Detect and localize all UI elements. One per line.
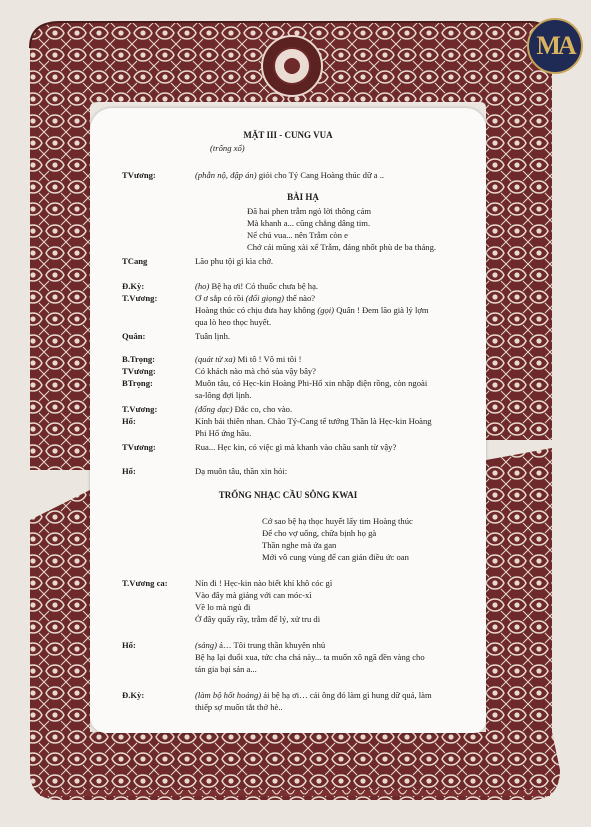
dialogue-line: Kính bái thiên nhan. Chào Tý-Cang tể tướng Thần là Hẹc-kin Hoàng bbox=[195, 416, 432, 426]
speaker-label: T.Vương ca: bbox=[122, 578, 168, 588]
song-line: Để cho vợ uống, chữa bịnh họ gà bbox=[262, 528, 377, 538]
speaker-label: Đ.Kỳ: bbox=[122, 690, 145, 700]
song-title: BÀI HẠ bbox=[287, 192, 319, 202]
dialogue-line: tán gia bại sản a... bbox=[195, 664, 257, 674]
speaker-label: Hổ: bbox=[122, 640, 136, 650]
dialogue-line: Hoàng thúc có chịu đưa hay không (gọi) Quân ! Đem lão già lý lợm bbox=[195, 305, 429, 315]
dialogue-line: Bệ hạ lại đuổi xua, tức cha chả này... ta muốn xô ngã đền vàng cho bbox=[195, 652, 425, 662]
song-line: Nể chú vua... nên Trẫm còn e bbox=[247, 230, 348, 240]
speaker-label: TVương: bbox=[122, 442, 156, 452]
dialogue-line: qua lò heo thọc huyết. bbox=[195, 317, 272, 327]
song-line: Chớ cái mũng xài xể Trẫm, đáng nhốt phù de ba tháng. bbox=[247, 242, 437, 252]
dialogue-line: (làm bộ hốt hoảng) ái bệ hạ ơi… cái ông đó làm gì hung dữ quá, làm bbox=[195, 690, 432, 700]
dialogue-line: Vào đây mà giảng với can móc-xì bbox=[195, 590, 312, 600]
speaker-label: T.Vương: bbox=[122, 293, 158, 303]
dialogue-line: (sảng) á… Tôi trung thần khuyên nhủ bbox=[195, 640, 326, 650]
speaker-label: TVương: bbox=[122, 366, 156, 376]
scene-title: MẶT III - CUNG VUA bbox=[243, 130, 333, 140]
dialogue-line: (ho) Bệ hạ ơi! Có thuốc chưa bệ hạ. bbox=[195, 281, 319, 291]
scene-direction: (trống xổ) bbox=[210, 143, 245, 153]
dialogue-line: Ơ ơ sắp có rồi (đổi giọng) thế nào? bbox=[195, 293, 316, 303]
dialogue-line: Nín đi ! Hẹc-kin nào biết khỉ khô cóc gì bbox=[195, 578, 333, 588]
dialogue-line: Về lo mà ngủ đi bbox=[195, 602, 251, 612]
dialogue-line: (phẫn nộ, đập án) giỏi cho Tý Cang Hoàng thúc dữ a .. bbox=[195, 170, 385, 180]
dialogue-line: Phi Hổ ứng hầu. bbox=[195, 428, 252, 438]
song-line: Mà khanh a... cũng chẳng dâng tim. bbox=[247, 218, 371, 228]
dialogue-line: Tuân lịnh. bbox=[195, 331, 231, 341]
song-title: TRỐNG NHẠC CẦU SÔNG KWAI bbox=[218, 490, 358, 500]
dialogue-line: sa-lông đợi lịnh. bbox=[195, 390, 252, 400]
dialogue-line: Rua... Hẹc kin, có việc gì mà khanh vào chầu sanh từ vậy? bbox=[195, 442, 397, 452]
dialogue-line: Muôn tâu, có Hẹc-kin Hoàng Phi-Hổ xin nhập điện rồng, còn ngoài bbox=[195, 378, 428, 388]
speaker-label: TCang bbox=[122, 256, 148, 266]
dialogue-line: thiếp sợ muốn tắt thở hè.. bbox=[195, 702, 283, 712]
dialogue-line: Dạ muôn tâu, thần xin hỏi: bbox=[195, 466, 288, 476]
speaker-label: Quân: bbox=[122, 331, 146, 341]
speaker-label: T.Vương: bbox=[122, 404, 158, 414]
speaker-label: Hổ: bbox=[122, 466, 136, 476]
dialogue-line: (đổng dạc) Đắc co, cho vào. bbox=[195, 404, 293, 414]
dialogue-line: Lão phu tội gì kìa chớ. bbox=[195, 256, 274, 266]
speaker-label: Đ.Kỳ: bbox=[122, 281, 145, 291]
dialogue-line: (quát từ xa) Mi tô ! Vô mi tôi ! bbox=[195, 354, 302, 364]
speaker-label: Hổ: bbox=[122, 416, 136, 426]
song-line: Thần nghe mà ứa gan bbox=[262, 540, 337, 550]
speaker-label: TVương: bbox=[122, 170, 156, 180]
song-line: Cớ sao bệ hạ thọc huyết lấy tim Hoàng thúc bbox=[262, 516, 413, 526]
brand-logo: MA bbox=[527, 18, 583, 74]
speaker-label: B.Trọng: bbox=[122, 354, 156, 364]
song-line: Đã hai phen trẫm ngỏ lời thông cảm bbox=[247, 206, 372, 216]
song-line: Mới vô cung vùng để can gián điều ức oan bbox=[262, 552, 409, 562]
dialogue-line: Có khách nào mà chó sủa vậy bây? bbox=[195, 366, 316, 376]
dialogue-line: Ở đây quấy rầy, trẫm để lý, xử tru di bbox=[195, 614, 321, 624]
speaker-label: BTrọng: bbox=[122, 378, 153, 388]
